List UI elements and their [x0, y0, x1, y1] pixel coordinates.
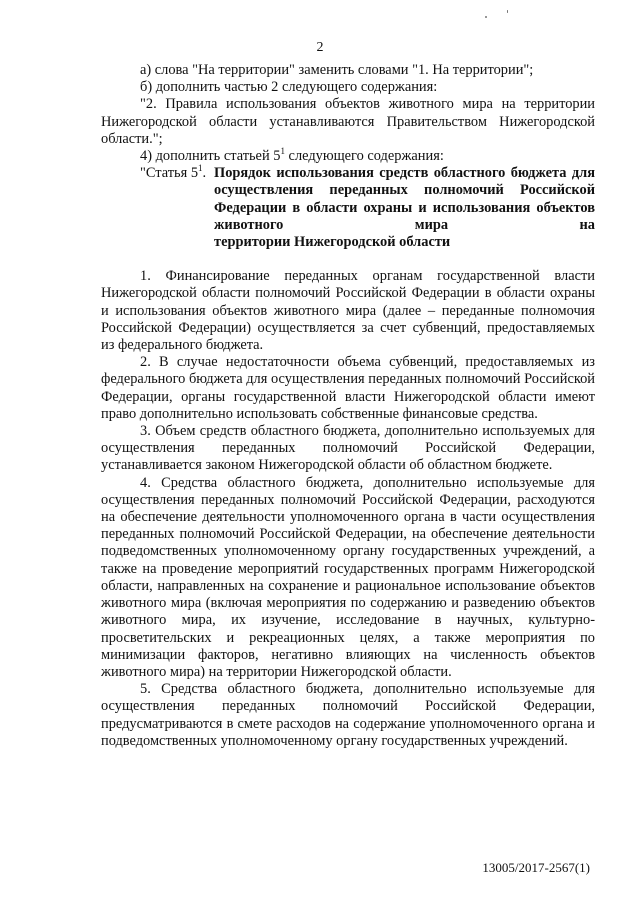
item-4-superscript: 1: [280, 146, 285, 157]
spacer: [101, 251, 595, 268]
article-label-text: "Статья 5: [140, 165, 199, 182]
article-title: [214, 165, 595, 251]
item-4-text: 4) дополнить статьей 5: [140, 148, 281, 165]
article-label: [101, 165, 214, 182]
article-title-last-line: территории Нижегородской области: [214, 234, 451, 251]
article-heading: [101, 165, 595, 251]
page-number: 2: [316, 40, 324, 55]
document-code: 13005/2017-2567(1): [482, 860, 590, 875]
scan-speck: [507, 10, 508, 13]
item-b: б) дополнить частью 2 следующего содержания:: [140, 79, 438, 96]
item-4: [101, 148, 595, 165]
paragraph-2: 2. В случае недостаточности объема субвенций, предоставляемых из федерального бюджета для осуществления переданных полномочий Российской Федерации, органы государственной власти Нижегородской области имеют право дополнительно использовать собственные финансовые средства.: [101, 354, 595, 422]
paragraph-5: 5. Средства областного бюджета, дополнительно используемые для осуществления переданных полномочий Российской Федерации, предусматриваются в смете расходов на содержание уполномоченного органа и подведомственных уполномоченному органу государственных учреждений.: [101, 681, 595, 749]
scan-speck: [485, 16, 487, 18]
paragraph-4: 4. Средства областного бюджета, дополнительно используемые для осуществления переданных полномочий Российской Федерации, расходуются на обеспечение деятельности уполномоченного органа в части осуществления переданных полномочий Российской Федерации, на обеспечение деятельности подведомственных уполномоченному органу государственных учреждений, а также на проведение мероприятий государственных программ Нижегородской области, направленных на сохранение и рациональное использование объектов животного мира (включая мероприятия по содержанию и разведению объектов животного мира, их изучение, исследование в научных, культурно-просветительских и рекреационных целях, а также мероприятия по минимизации факторов, негативно влияющих на численность объектов животного мира) на территории Нижегородской области.: [101, 474, 595, 680]
article-label-superscript: 1: [198, 163, 203, 174]
quote-part-2: "2. Правила использования объектов животного мира на территории Нижегородской области устанавливаются Правительством Нижегородской области.";: [101, 96, 595, 147]
paragraph-1: 1. Финансирование переданных органам государственной власти Нижегородской области полномочий Российской Федерации в области охраны и использования объектов животного мира (далее – переданные полномочия Российской Федерации) осуществляется за счет субвенций, предоставляемых из федерального бюджета.: [101, 268, 595, 354]
paragraph-3: 3. Объем средств областного бюджета, дополнительно используемых для осуществления переданных полномочий Российской Федерации, устанавливается законом Нижегородской области об областном бюджете.: [101, 423, 595, 474]
article-label-dot: .: [202, 165, 207, 182]
item-a: а) слова "На территории" заменить словами "1. На территории";: [140, 62, 534, 78]
article-title-text: Порядок использования средств областного бюджета для осуществления переданных полномочий Российской Федерации в области охраны и использования объектов животного мира на: [214, 165, 595, 233]
item-4-text-end: следующего содержания:: [284, 148, 444, 165]
document-body: [101, 62, 595, 750]
